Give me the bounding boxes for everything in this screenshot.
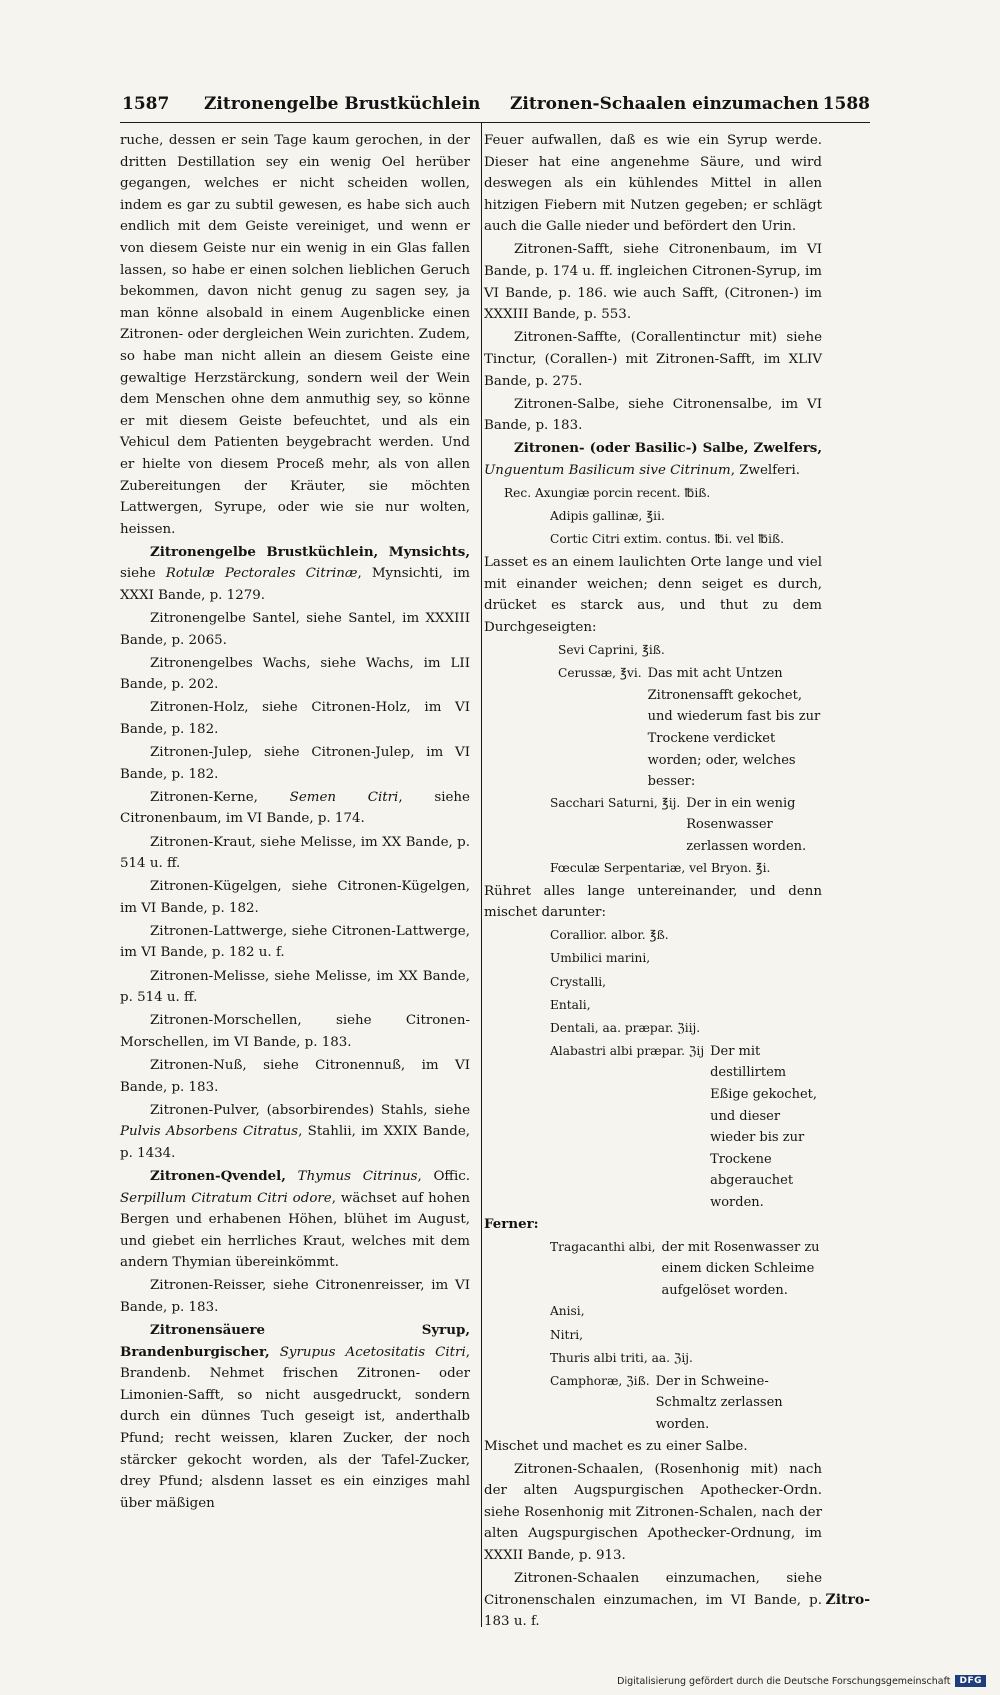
recipe-line: Entali, xyxy=(550,997,591,1012)
recipe-line: Adipis gallinæ, ℥ii. xyxy=(550,509,665,524)
entry-basilic-salbe: Zitronen- (oder Basilic-) Salbe, Zwelfers, Unguentum Basilicum sive Citrinum, Zwelferi. xyxy=(484,440,822,478)
recipe-line: Cortic Citri extim. contus. ℔i. vel ℔iß. xyxy=(550,532,785,547)
recipe-line-with-note: Cerussæ, ℥vi. Das mit acht Untzen Zitronensafft gekochet, und wiederum fast bis zur Trockene verdicket worden; oder, welches besser: xyxy=(484,663,822,793)
left-page-number: 1587 xyxy=(122,94,170,114)
entry-reisser: Zitronen-Reisser, siehe Citronenreisser, im VI Bande, p. 183. xyxy=(120,1278,470,1315)
recipe-line: Fœculæ Serpentariæ, vel Bryon. ℥i. xyxy=(550,860,771,875)
recipe-note: Das mit acht Untzen Zitronensafft gekochet, und wiederum fast bis zur Trockene verdicket worden; oder, welches besser: xyxy=(647,666,821,790)
recipe-note: Der in ein wenig Rosenwasser zerlassen worden. xyxy=(686,795,807,854)
recipe-note: Der mit destillirtem Eßige gekochet, und dieser wieder bis zur Trockene abgerauchet worden. xyxy=(710,1043,817,1210)
entry-syrup: Zitronensäuere Syrup, Brandenburgischer, Syrupus Acetositatis Citri, Brandenb. Nehmet frischen Zitronen- oder Limonien-Safft, so nicht ausgedruckt, sondern durch ein dünnes Tuch geseigt ist, anderthalb Pfund; recht weissen, klaren Zucker, der noch stärcker gekocht worden, als der Tafel-Zucker, drey Pfund; alsdenn lasset es ein einziges mahl über mäßigen xyxy=(120,1322,471,1511)
entry-kuegelgen: Zitronen-Kügelgen, siehe Citronen-Kügelgen, im VI Bande, p. 182. xyxy=(120,879,470,916)
instruction-paragraph: Lasset es an einem laulichten Orte lange und viel mit einander weichen; denn seiget es durch, drücket es starck aus, und thut zu dem Durchgeseigten: xyxy=(484,555,822,636)
right-running-title: Zitronen-Schaalen einzumachen xyxy=(510,94,819,114)
recipe-line-with-note: Alabastri albi præpar. ℨij Der mit destillirtem Eßige gekochet, und dieser wieder bis zur Trockene abgerauchet worden. xyxy=(484,1041,822,1214)
recipe-line-with-note: Sacchari Saturni, ℥ij. Der in ein wenig Rosenwasser zerlassen worden. xyxy=(484,793,822,858)
entry-kerne: Zitronen-Kerne, Semen Citri, siehe Citronenbaum, im VI Bande, p. 174. xyxy=(120,789,470,827)
entry-safft: Zitronen-Safft, siehe Citronenbaum, im VI Bande, p. 174 u. ff. ingleichen Citronen-Syrup, im VI Bande, p. 186. wie auch Safft, (Citronen-) im XXXIII Bande, p. 553. xyxy=(484,242,822,323)
recipe-line: Corallior. albor. ℥ß. xyxy=(550,928,669,943)
continued-paragraph: ruche, dessen er sein Tage kaum gerochen, in der dritten Destillation sey ein wenig Oel herüber gegangen, welches er nicht scheiden wollen, indem es gar zu subtil gewesen, es habe sich auch endlich mit dem Geiste vereiniget, und wenn er von diesem Geiste nur ein wenig in ein Glas fallen lassen, so habe er einen solchen lieblichen Geruch bekommen, davon nicht genug zu sagen sey, ja man könne alsobald in einem Augenblicke einen Zitronen- oder dergleichen Wein zurichten. Zudem, so habe man nicht allein an diesem Geiste eine gewaltige Herzstärckung, sondern weil der Wein dem Menschen ohne dem anmuthig sey, so könne er mit diesem Geiste befeuchtet, und als ein Vehicul dem Patienten beygebracht werden. Und er hielte von diesem Proceß mehr, als von allen Zubereitungen der Kräuter, sie möchten Lattwergen, Syrupe, oder wie sie nur wolten, heissen. xyxy=(120,133,470,537)
running-header xyxy=(120,90,870,123)
recipe-line: Dentali, aa. præpar. ℨiij. xyxy=(550,1020,701,1035)
recipe-line: Nitri, xyxy=(550,1327,584,1342)
ferner-label: Ferner: xyxy=(484,1215,539,1232)
entry-kraut: Zitronen-Kraut, siehe Melisse, im XX Bande, p. 514 u. ff. xyxy=(120,834,470,872)
recipe-note: der mit Rosenwasser zu einem dicken Schleime aufgelöset worden. xyxy=(661,1239,820,1298)
entry-lattwerge: Zitronen-Lattwerge, siehe Citronen-Lattwerge, im VI Bande, p. 182 u. f. xyxy=(120,923,470,961)
entry-brustkuechlein: Zitronengelbe Brustküchlein, Mynsichts, siehe Rotulæ Pectorales Citrinæ, Mynsichti, im XXXI Bande, p. 1279. xyxy=(120,543,470,603)
instruction-paragraph: Rühret alles lange untereinander, und denn mischet darunter: xyxy=(484,883,822,921)
entry-melisse: Zitronen-Melisse, siehe Melisse, im XX Bande, p. 514 u. ff. xyxy=(120,968,470,1006)
recipe-line: Rec. Axungiæ porcin recent. ℔iß. xyxy=(504,486,711,500)
entry-nuss: Zitronen-Nuß, siehe Citronennuß, im VI Bande, p. 183. xyxy=(120,1057,470,1095)
right-page-number: 1588 xyxy=(822,94,870,114)
recipe-line: Thuris albi triti, aa. ℨij. xyxy=(550,1350,693,1365)
recipe-line-with-note: Camphoræ, ℨiß. Der in Schweine-Schmaltz zerlassen worden. xyxy=(484,1371,822,1436)
catchword: Zitro- xyxy=(825,1592,870,1608)
entry-wachs: Zitronengelbes Wachs, siehe Wachs, im LII Bande, p. 202. xyxy=(120,655,470,693)
column-divider xyxy=(481,122,482,1627)
entry-salbe: Zitronen-Salbe, siehe Citronensalbe, im VI Bande, p. 183. xyxy=(484,396,822,434)
recipe-line-with-note: Tragacanthi albi, der mit Rosenwasser zu einem dicken Schleime aufgelöset worden. xyxy=(484,1237,822,1302)
continued-paragraph: Feuer aufwallen, daß es wie ein Syrup werde. Dieser hat eine angenehme Säure, und wird deswegen als ein kühlendes Mittel in allen hitzigen Fiebern mit Nutzen gegeben; er schlägt auch die Galle nieder und befördert den Urin. xyxy=(484,133,822,235)
recipe-note: Der in Schweine-Schmaltz zerlassen worden. xyxy=(655,1373,783,1432)
entry-julep: Zitronen-Julep, siehe Citronen-Julep, im VI Bande, p. 182. xyxy=(120,745,470,782)
entry-schaalen-einzumachen: Zitronen-Schaalen einzumachen, siehe Citronenschalen einzumachen, im VI Bande, p. 183 u. f. xyxy=(484,1571,822,1630)
entry-holz: Zitronen-Holz, siehe Citronen-Holz, im VI Bande, p. 182. xyxy=(120,700,470,738)
left-running-title: Zitronengelbe Brustküchlein xyxy=(204,94,481,114)
entry-saffte: Zitronen-Saffte, (Corallentinctur mit) siehe Tinctur, (Corallen-) mit Zitronen-Safft, im XLIV Bande, p. 275. xyxy=(484,330,822,389)
dfg-logo: DFG xyxy=(955,1675,986,1687)
credit-text: Digitalisierung gefördert durch die Deutsche Forschungsgemeinschaft xyxy=(617,1675,951,1687)
entry-morschellen: Zitronen-Morschellen, siehe Citronen-Morschellen, im VI Bande, p. 183. xyxy=(120,1013,470,1050)
recipe-line: Anisi, xyxy=(550,1304,585,1319)
recipe-line: Crystalli, xyxy=(550,974,607,989)
entry-schaalen-rosenhonig: Zitronen-Schaalen, (Rosenhonig mit) nach der alten Augspurgischen Apothecker-Ordn. siehe Rosenhonig mit Zitronen-Schalen, nach der alten Augspurgischen Apothecker-Ordnung, im XXXII Bande, p. 913. xyxy=(484,1461,822,1563)
entry-pulver: Zitronen-Pulver, (absorbirendes) Stahls, siehe Pulvis Absorbens Citratus, Stahlii, im XXIX Bande, p. 1434. xyxy=(120,1102,471,1161)
instruction-paragraph: Mischet und machet es zu einer Salbe. xyxy=(484,1438,748,1454)
recipe-line: Sevi Caprini, ℥iß. xyxy=(558,643,665,658)
left-column xyxy=(120,130,470,1516)
recipe-line: Umbilici marini, xyxy=(550,951,651,966)
entry-qvendel: Zitronen-Qvendel, Thymus Citrinus, Offic. Serpillum Citratum Citri odore, wächset auf hohen Bergen und erhabenen Höhen, blühet im August, und giebet ein herrliches Kraut, welches mit dem andern Thymian übereinkömmt. xyxy=(120,1167,470,1271)
digitization-credit xyxy=(617,1675,986,1687)
right-column xyxy=(484,130,822,1634)
entry-santel: Zitronengelbe Santel, siehe Santel, im XXXIII Bande, p. 2065. xyxy=(120,611,470,648)
page xyxy=(120,80,870,1660)
